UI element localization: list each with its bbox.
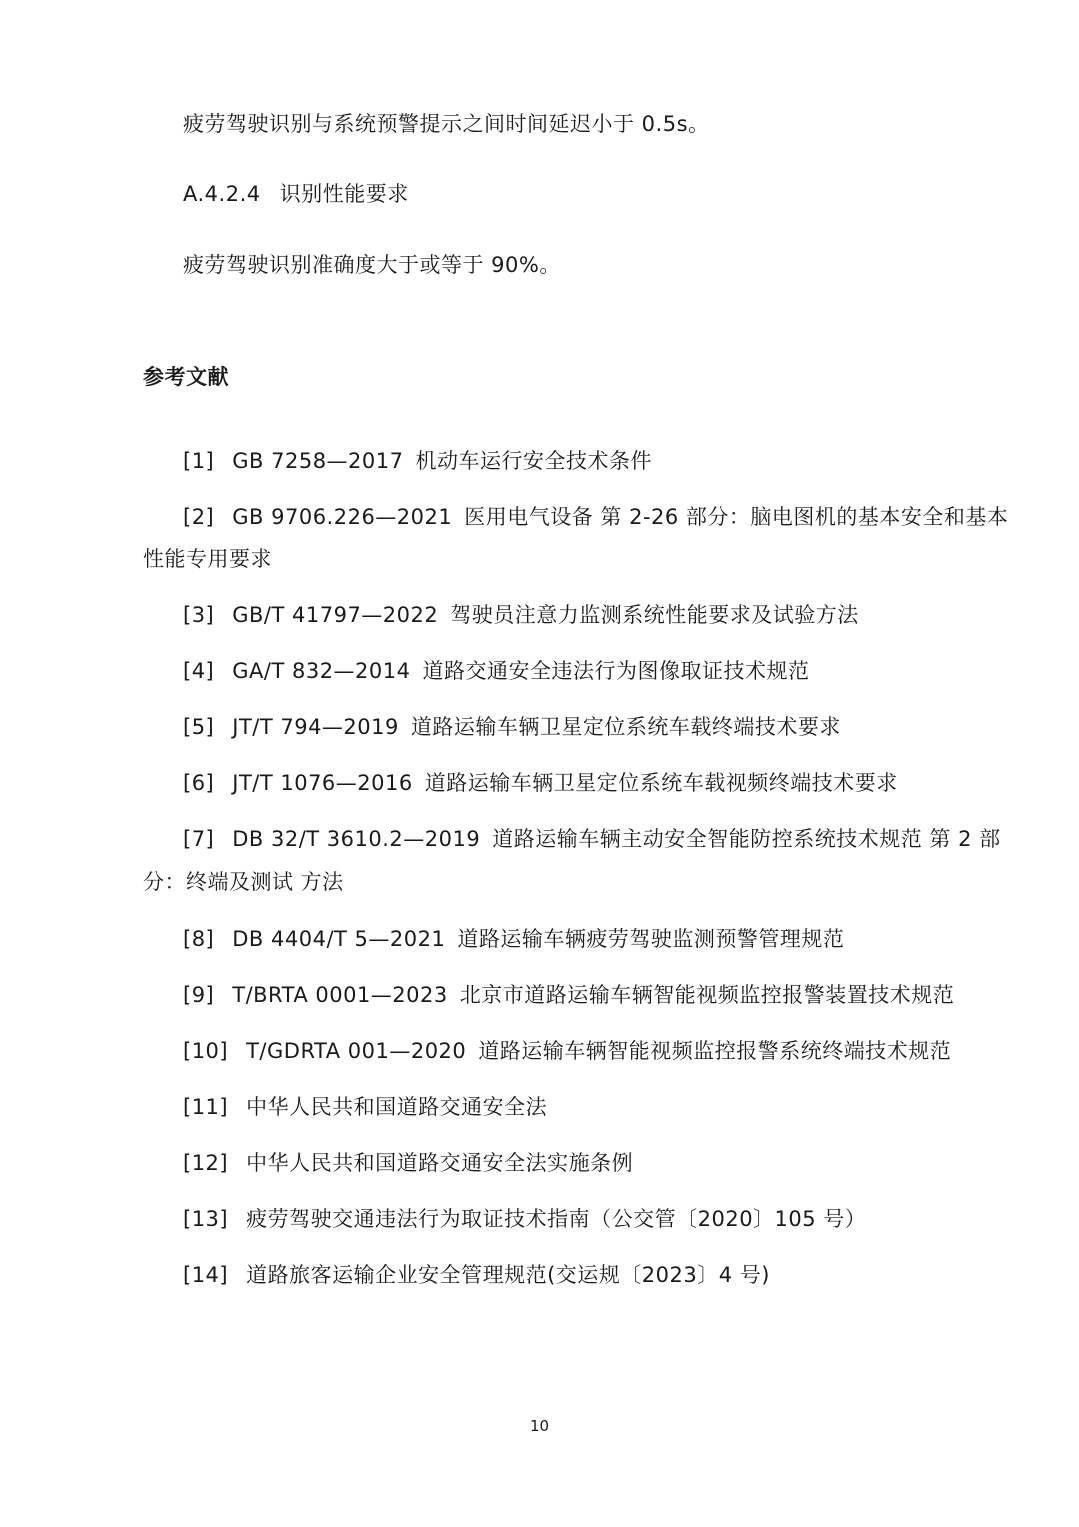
- reference-title: 道路运输车辆卫星定位系统车载终端技术要求: [410, 715, 841, 739]
- reference-title: 道路运输车辆疲劳驾驶监测预警管理规范: [457, 927, 845, 951]
- reference-item: [183, 769, 898, 797]
- reference-label: [11]: [183, 1095, 229, 1119]
- reference-title: 道路运输车辆卫星定位系统车载视频终端技术要求: [424, 771, 898, 795]
- reference-code: GB 9706.226—2021: [232, 505, 453, 529]
- reference-code: GB 7258—2017: [232, 449, 404, 473]
- reference-continuation: 性能专用要求: [143, 547, 272, 571]
- reference-item: [183, 981, 954, 1009]
- reference-label: [10]: [183, 1039, 229, 1063]
- reference-title: 道路旅客运输企业安全管理规范(交运规〔2023〕4 号): [246, 1263, 770, 1287]
- reference-title: 医用电气设备 第 2-26 部分：脑电图机的基本安全和基本: [464, 505, 1009, 529]
- reference-code: T/BRTA 0001—2023: [232, 983, 448, 1007]
- clause-heading: [183, 180, 409, 208]
- page-number: 10: [529, 1417, 550, 1435]
- clause-title: 识别性能要求: [279, 182, 409, 206]
- reference-title: 道路运输车辆智能视频监控报警系统终端技术规范: [478, 1039, 952, 1063]
- reference-title: 疲劳驾驶交通违法行为取证技术指南（公交管〔2020〕105 号）: [246, 1207, 867, 1231]
- clause-number: A.4.2.4: [183, 182, 261, 206]
- reference-title: 中华人民共和国道路交通安全法实施条例: [246, 1151, 634, 1175]
- reference-label: [5]: [183, 715, 215, 739]
- delay-requirement-text: 疲劳驾驶识别与系统预警提示之间时间延迟小于 0.5s。: [183, 112, 710, 136]
- reference-label: [3]: [183, 603, 215, 627]
- reference-item: [183, 601, 859, 629]
- reference-label: [9]: [183, 983, 215, 1007]
- reference-label: [1]: [183, 449, 215, 473]
- reference-label: [2]: [183, 505, 215, 529]
- reference-title: 道路交通安全违法行为图像取证技术规范: [422, 659, 810, 683]
- reference-item: [183, 1261, 770, 1289]
- reference-item: [183, 1149, 633, 1177]
- reference-code: JT/T 1076—2016: [232, 771, 413, 795]
- reference-label: [6]: [183, 771, 215, 795]
- reference-title: 中华人民共和国道路交通安全法: [246, 1095, 548, 1119]
- reference-item: [183, 1205, 866, 1233]
- reference-continuation: 分：终端及测试 方法: [143, 870, 344, 894]
- references-heading: 参考文献: [143, 365, 229, 389]
- reference-title: 驾驶员注意力监测系统性能要求及试验方法: [450, 603, 859, 627]
- accuracy-requirement-text: 疲劳驾驶识别准确度大于或等于 90%。: [183, 253, 561, 277]
- reference-label: [12]: [183, 1151, 229, 1175]
- reference-label: [14]: [183, 1263, 229, 1287]
- reference-code: JT/T 794—2019: [232, 715, 399, 739]
- reference-title: 机动车运行安全技术条件: [415, 449, 652, 473]
- reference-code: GB/T 41797—2022: [232, 603, 439, 627]
- reference-item: [183, 503, 1008, 531]
- reference-code: T/GDRTA 001—2020: [246, 1039, 467, 1063]
- reference-code: DB 4404/T 5—2021: [232, 927, 446, 951]
- reference-label: [4]: [183, 659, 215, 683]
- reference-title: 道路运输车辆主动安全智能防控系统技术规范 第 2 部: [492, 827, 1001, 851]
- reference-item: [183, 1037, 951, 1065]
- reference-item: [183, 713, 841, 741]
- reference-item: [183, 925, 844, 953]
- reference-label: [7]: [183, 827, 215, 851]
- reference-item: [183, 1093, 547, 1121]
- reference-label: [8]: [183, 927, 215, 951]
- reference-item: [183, 657, 810, 685]
- reference-label: [13]: [183, 1207, 229, 1231]
- reference-item: [183, 825, 1001, 853]
- reference-title: 北京市道路运输车辆智能视频监控报警装置技术规范: [459, 983, 955, 1007]
- reference-code: GA/T 832—2014: [232, 659, 411, 683]
- reference-item: [183, 447, 652, 475]
- reference-code: DB 32/T 3610.2—2019: [232, 827, 481, 851]
